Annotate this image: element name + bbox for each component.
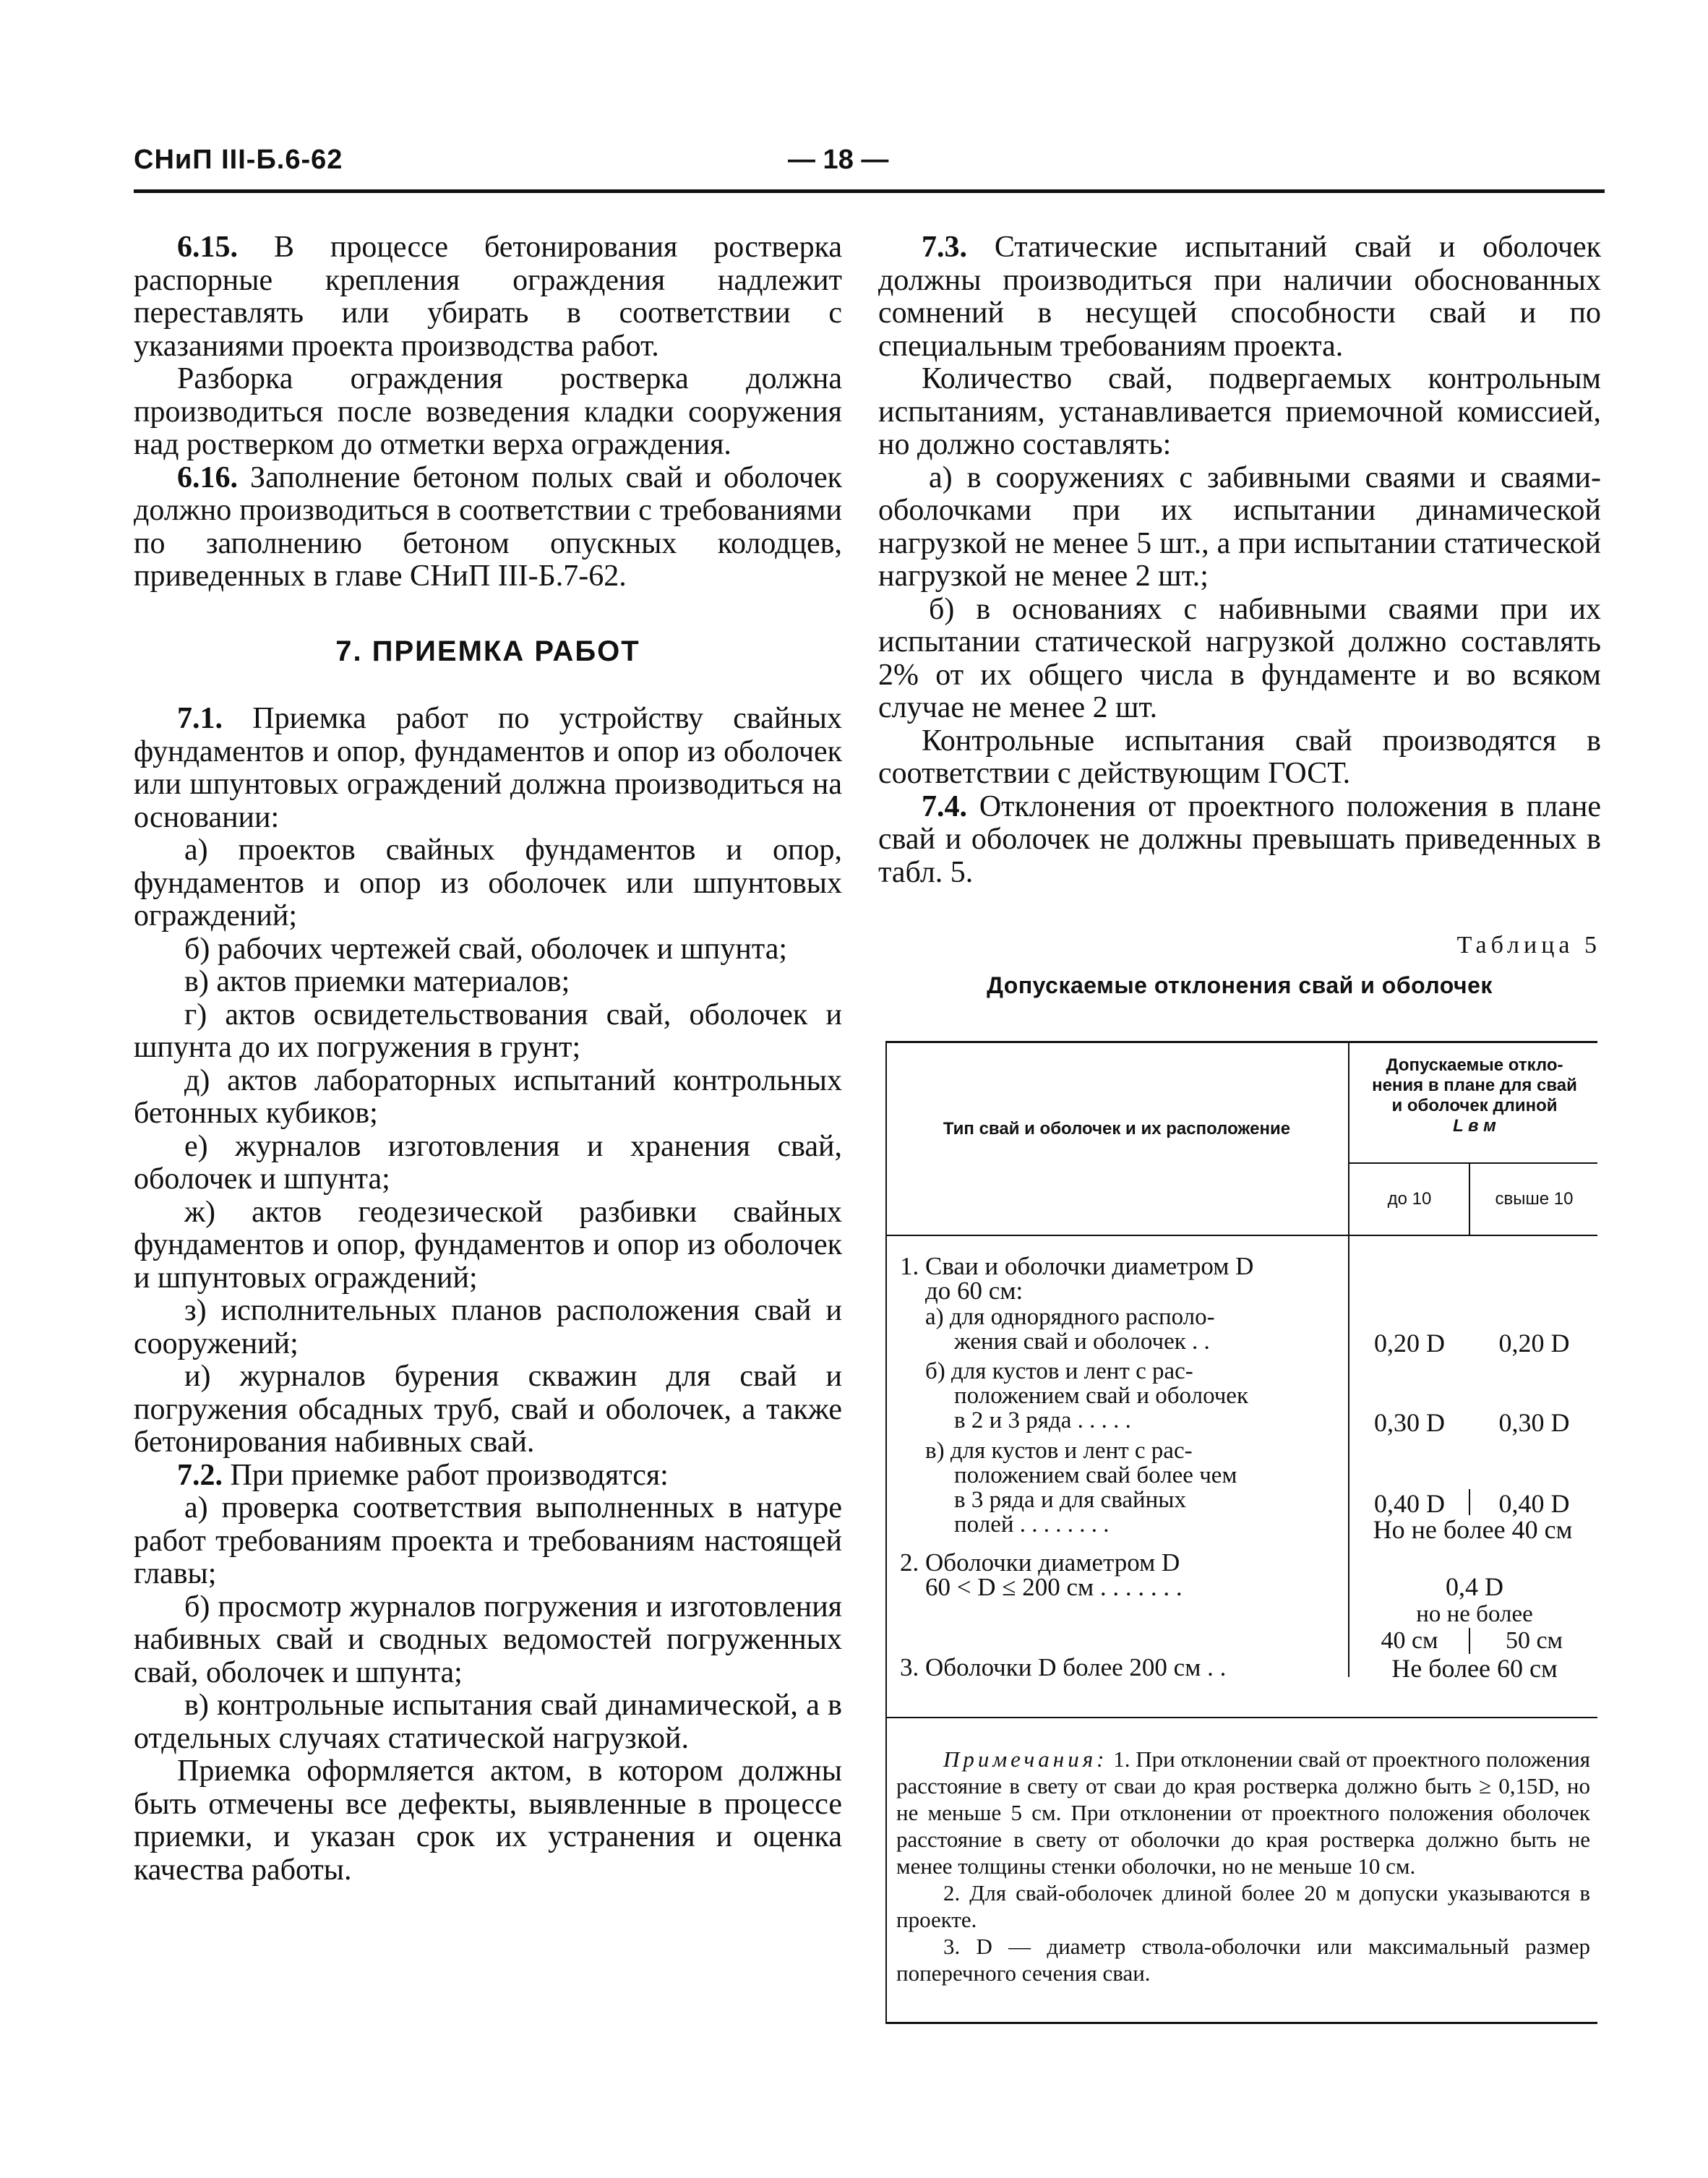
note-2: 2. Для свай-оболочек длиной более 20 м допуски указываются в проекте.	[896, 1880, 1590, 1932]
list-item: б) в основаниях с набивными сваями при их испытании статической нагрузкой должно составлять 2% от их общего числа в фундаменте и во всяком случае не менее 2 шт.	[878, 592, 1601, 724]
table-cell: 40 см	[1381, 1627, 1438, 1654]
table-cell: 50 см	[1505, 1627, 1563, 1654]
table-cell: 0,30 D	[1498, 1408, 1570, 1437]
table-subcol-divider	[1469, 1162, 1470, 1235]
list-item: г) актов освидетельствования свай, оболочек и шпунта до их погружения в грунт;	[134, 998, 842, 1064]
list-item: а) проектов свайных фундаментов и опор, фундаментов и опор из оболочек или шпунтовых ограждений;	[134, 833, 842, 932]
table-cell: 0,4 D	[1446, 1572, 1503, 1601]
table-bottom-rule	[885, 2022, 1597, 2024]
paragraph-7-4: 7.4. Отклонения от проектного положения в плане свай и оболочек не должны превышать приведенных в табл. 5.	[878, 789, 1601, 889]
paragraph-6-16: 6.16. Заполнение бетоном полых свай и оболочек должно производиться в соответствии с требованиями по заполнению бетоном опускных колодцев, приведенных в главе СНиП III-Б.7-62.	[134, 460, 842, 593]
left-column	[134, 231, 842, 1887]
table-col-divider	[1348, 1041, 1349, 1677]
table-row: 1. Сваи и оболочки диаметром D до 60 см:	[900, 1252, 1254, 1305]
table-top-rule	[885, 1041, 1597, 1043]
list-item: д) актов лабораторных испытаний контрольных бетонных кубиков;	[134, 1063, 842, 1130]
list-item: а) проверка соответствия выполненных в натуре работ требованиям проекта и требованиям настоящей главы;	[134, 1491, 842, 1590]
table-header-bottom	[885, 1235, 1597, 1236]
note-3: 3. D — диаметр ствола-оболочки или максимальный размер поперечного сечения сваи.	[896, 1934, 1590, 1986]
table-cell: но не более	[1416, 1601, 1533, 1627]
note-1: Примечания: 1. При отклонении свай от проектного положения расстояние в свету от сваи до края ростверка должно быть ≥ 0,15D, но не меньше 5 см. При отклонении от проектного положения оболочек расстояние в свету от оболочки до края ростверка должно быть не менее толщины стенки оболочки, но не меньше 10 см.	[896, 1746, 1590, 1879]
list-item: ж) актов геодезической разбивки свайных фундаментов и опор, фундаментов и опор из оболочек и шпунтовых ограждений;	[134, 1195, 842, 1295]
paragraph-7-3b: Количество свай, подвергаемых контрольным испытаниям, устанавливается приемочной комиссией, но должно составлять:	[878, 362, 1601, 461]
table-cell: 0,40 D	[1374, 1489, 1445, 1518]
table-body-bottom	[885, 1717, 1597, 1718]
list-item: и) журналов бурения скважин для свай и погружения обсадных труб, свай и оболочек, а также бетонирования набивных свай.	[134, 1360, 842, 1459]
table-caption: Таблица 5	[1456, 932, 1601, 959]
table-cell: Но не более 40 см	[1373, 1515, 1573, 1544]
list-item: е) журналов изготовления и хранения свай, оболочек и шпунта;	[134, 1129, 842, 1196]
page-number: — 18 —	[788, 145, 889, 175]
right-column	[878, 231, 1601, 1002]
paragraph-6-15b: Разборка ограждения ростверка должна производиться после возведения кладки сооружения над ростверком до отметки верха ограждения.	[134, 362, 842, 461]
list-item: б) рабочих чертежей свай, оболочек и шпунта;	[184, 932, 788, 966]
table-row: а) для однорядного располо- жения свай и оболочек . .	[925, 1304, 1215, 1355]
paragraph-7-2: 7.2. При приемке работ производятся:	[177, 1458, 669, 1492]
table-cell: 0,40 D	[1498, 1489, 1570, 1518]
header-rule	[134, 189, 1605, 193]
list-item: а) в сооружениях с забивными сваями и сваями-оболочками при их испытании динамической нагрузкой не менее 5 шт., а при испытании статической нагрузкой не менее 2 шт.;	[878, 460, 1601, 593]
table-cell: Не более 60 см	[1391, 1654, 1558, 1683]
list-item: б) просмотр журналов погружения и изготовления набивных свай и сводных ведомостей погруженных свай, оболочек и шпунта;	[134, 1590, 842, 1689]
list-item: в) актов приемки материалов;	[184, 965, 570, 998]
page-header	[134, 145, 1605, 191]
table-cell: 0,20 D	[1498, 1329, 1570, 1358]
table-left-border	[885, 1041, 887, 2024]
section-title: 7. ПРИЕМКА РАБОТ	[335, 635, 640, 667]
paragraph-7-2-end: Приемка оформляется актом, в котором должны быть отмечены все дефекты, выявленные в процессе приемки, и указан срок их устранения и оценка качества работы.	[134, 1754, 842, 1887]
table-value-tick	[1469, 1489, 1470, 1515]
table-row: в) для кустов и лент с рас- положением свай более чем в 3 ряда и для свайных полей . . . . . . . .	[925, 1438, 1237, 1538]
paragraph-7-3c: Контрольные испытания свай производятся в соответствии с действующим ГОСТ.	[878, 724, 1601, 790]
subheader-over-10: свыше 10	[1495, 1189, 1574, 1209]
paragraph-7-1: 7.1. Приемка работ по устройству свайных фундаментов и опор, фундаментов и опор из оболочек или шпунтовых ограждений должна производиться на основании:	[134, 702, 842, 834]
paragraph-6-15: 6.15. В процессе бетонирования ростверка распорные крепления ограждения надлежит переставлять или убирать в соответствии с указаниями проекта производства работ.	[134, 231, 842, 363]
list-item: з) исполнительных планов расположения свай и сооружений;	[134, 1294, 842, 1360]
table-header-subrule	[1348, 1162, 1597, 1164]
table-notes	[896, 1746, 1590, 1986]
list-item: в) контрольные испытания свай динамической, а в отдельных случаях статической нагрузкой.	[134, 1689, 842, 1755]
table-row: 3. Оболочки D более 200 см . .	[900, 1653, 1227, 1681]
table-title: Допускаемые отклонения свай и оболочек	[987, 972, 1493, 998]
subheader-up-to-10: до 10	[1387, 1189, 1432, 1209]
table-row: б) для кустов и лент с рас- положением свай и оболочек в 2 и 3 ряда . . . . .	[925, 1358, 1248, 1433]
document-code: СНиП III-Б.6-62	[134, 145, 343, 175]
table-value-tick	[1469, 1628, 1470, 1654]
table-row: 2. Оболочки диаметром D 60 < D ≤ 200 см . . . . . . .	[900, 1548, 1183, 1601]
paragraph-7-3: 7.3. Статические испытаний свай и оболочек должны производиться при наличии обоснованных сомнений в несущей способности свай и по специальным требованиям проекта.	[878, 231, 1602, 363]
table-cell: 0,30 D	[1374, 1408, 1445, 1437]
column-header-deviation: Допускаемые откло- нения в плане для свай и оболочек длиной L в м	[1372, 1055, 1577, 1136]
table-cell: 0,20 D	[1374, 1329, 1445, 1358]
column-header-type: Тип свай и оболочек и их расположение	[943, 1119, 1291, 1139]
